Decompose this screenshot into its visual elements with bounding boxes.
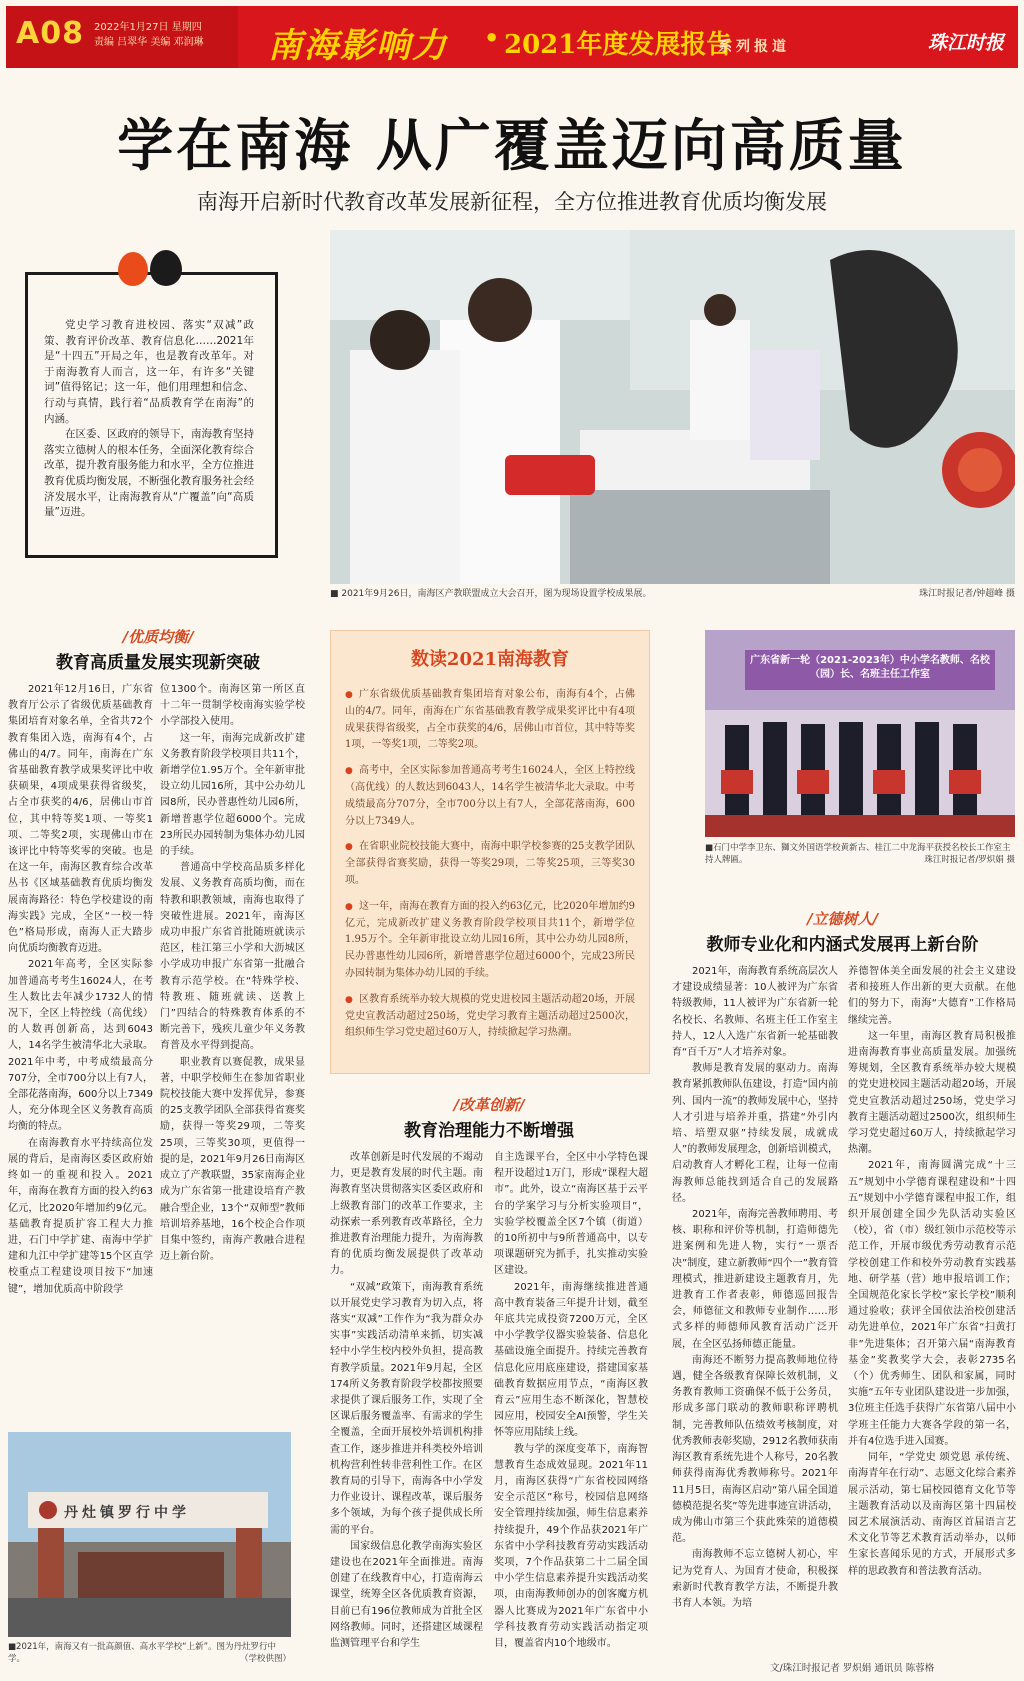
article-paragraph: 这一年，南海完成新改扩建义务教育阶段学校项目共11个，新增学位1.95万个。全年新审批设立幼儿园16所，其中公办幼儿园8所，民办普惠性幼儿园6所，新增普惠学位超6000个。完成23所民办园转制为集体办幼儿园的手续。	[160, 732, 305, 858]
ink-blob-black-icon	[150, 250, 182, 286]
article-paragraph: 国家级信息化教学南海实验区建设也在2021年全面推进。南海创建了在线教育中心，打造南海云课堂，统筹全区各优质教育资源，目前已有196位教师成为首批全区网络教师。同时，还搭建区域课程监测管理平台和学生	[330, 1540, 483, 1650]
photo-credit: 珠江时报记者/罗炽娟 摄	[924, 855, 1015, 865]
header-series-label: 系列报道	[718, 39, 790, 55]
article-paragraph: 自主选课平台，全区中小学特色课程开设超过1万门，形成“课程大超市”。此外，设立“南海区基于云平台的学案学习与分析实验项目”，实验学校覆盖全区7个镇（街道）的10所初中与9所普通高中，以专项课题研究为抓手，扎实推动实验区建设。	[494, 1152, 648, 1277]
section-title: 教育高质量发展实现新突破	[56, 653, 260, 673]
main-photo-illustration	[330, 230, 1015, 584]
caption-text: ■ 2021年9月26日，南海区产教联盟成立大会召开，图为现场设置学校成果展。	[330, 589, 652, 599]
article-paragraph: 教与学的深度变革下，南海智慧教育生态成效显现。2021年11月，南海区获得“广东省校园网络安全示范区”称号，校园信息网络安全管理持续加强，师生信息素养持续提升，49个作品获2021年广东省中小学科技教育劳动实践活动奖项，7个作品获第二十二届全国中小学生信息素养提升实践活动奖项，由南海教师创办的创客魔方机器人比赛成为2021年广东省中小学科技教育劳动实践活动指定项目，覆盖省内10个地级市。	[494, 1443, 648, 1650]
article-paragraph: 改革创新是时代发展的不竭动力，更是教育发展的时代主题。南海教育坚决贯彻落实区委区政府和上级教育部门的改革工作要求，主动探索一系列教育改革路径，全力推进教育治理能力提升，为南海教育的优质均衡发展提供了改革动力。	[330, 1152, 483, 1277]
data-box-list	[345, 687, 635, 1051]
photo-banner-text: 广东省新一轮（2021-2023年）中小学名教师、名校（园）长、名班主任工作室	[750, 655, 990, 680]
newspaper-logo: 珠江时报	[928, 32, 1005, 54]
article-column	[8, 682, 153, 1298]
caption-text: ■2021年，南海又有一批高颜值、高水平学校“上新”。图为丹灶罗行中学。	[8, 1642, 276, 1664]
article-paragraph: 养德智体美全面发展的社会主义建设者和接班人作出新的更大贡献。在他们的努力下，南海“大德育”工作格局继续完善。	[848, 966, 1016, 1026]
data-item: ● 高考中，全区实际参加普通高考考生16024人，全区上特控线（高优线）的人数达到6043人，14名学生被清华北大录取。中考成绩最高分707分，全市700分以上有7人，全部花落南海，600分以上7349人。	[345, 763, 635, 830]
article-column	[160, 682, 305, 1265]
data-item: ● 广东省级优质基础教育集团培育对象公布，南海有4个，占佛山的4/7。同年，南海在广东省基础教育教学成果奖评比中有4项成果获得省级奖，占全市获奖的4/6，居佛山市首位，其中特等奖1项，一等奖1项，二等奖2项。	[345, 687, 635, 754]
data-box-title: 数读2021南海教育	[410, 649, 570, 670]
article-column	[672, 964, 838, 1612]
caption-text: ■石门中学李卫东、獅文外国语学校黄新古、桂江二中龙海平获授名校长工作室主持人牌匾。	[705, 843, 1011, 865]
article-paragraph: 2021年，南海完善教师聘用、考核、职称和评价等机制，打造师德先进案例和先进人物，实行“一票否决”制度，建立新教师“四个一”教育管理模式，推进新建设主题教育月，先进教育工作者表彰，师德巡回报告会，师德征文和教师专业制作……形式多样的师德师风教育活动广泛开展，在全区弘扬师德正能量。	[672, 1209, 838, 1350]
ink-blob-orange-icon	[118, 252, 148, 286]
data-box	[330, 630, 650, 1074]
award-photo	[705, 630, 1015, 837]
editor-credits: 责编 吕翠华 美编 邓润琳	[94, 37, 204, 48]
article-column	[494, 1150, 648, 1652]
school-photo-caption	[8, 1641, 291, 1665]
page-subheadline: 南海开启新时代教育改革发展新征程，全方位推进教育优质均衡发展	[197, 190, 827, 214]
header-separator: •	[484, 24, 500, 52]
header-brand: 南海影响力	[268, 26, 448, 66]
article-paragraph: 普通高中学校高品质多样化发展、义务教育高质均衡，而在特教和职教领域，南海也取得了突破性进展。2021年，南海区成功申报广东省首批随班就读示范区，桂江第三小学和大沥城区小学成功申报广东省第一批融合教育示范学校。在“特殊学校、特教班、随班就读、送教上门”四结合的特殊教育体系的不断完善下，残疾儿童少年义务教育普及水平得到提高。	[160, 862, 305, 1052]
page-number: A08	[16, 16, 84, 51]
header-band	[6, 6, 1018, 68]
data-item: ● 在省职业院校技能大赛中，南海中职学校参赛的25支教学团队全部获得省赛奖励，获得一等奖29项，二等奖25项，三等奖30项。	[345, 839, 635, 889]
section-title: 教师专业化和内涵式发展再上新台阶	[706, 935, 979, 955]
article-paragraph: “双减”政策下，南海教育系统以开展党史学习教育为切入点，将落实“双减”工作作为“我为群众办实事”实践活动清单来抓，切实减轻中小学生校内校外负担，提高教育教学质量。2021年9月起，全区174所义务教育阶段学校都按照要求提供了课后服务工作，实现了全区课后服务覆盖率、有需求的学生全覆盖，全面开展校外培训机构排查工作，逐步推进并科类校外培训机构营利性转非营利性工作。在区教育局的引导下，南海各中小学发力作业设计、课程改革，课后服务多个领域，为每个孩子提供成长所需的平台。	[330, 1281, 483, 1536]
school-sign-text: 丹灶镇罗行中学	[64, 1505, 190, 1521]
main-photo-caption	[330, 586, 1015, 599]
page-headline: 学在南海 从广覆盖迈向高质量	[117, 113, 907, 179]
article-paragraph: 教师是教育发展的驱动力。南海教育紧抓教师队伍建设，打造“国内前列、国内一流”的教师发展中心，坚持人才引进与培养并重，搭建“外引内培、培塑双驱”持续发展，成就成人”的教师发展理念，创新培训模式，启动教育人才孵化工程，让每一位南海教师总能找到适合自己的发展路径。	[672, 1063, 838, 1204]
section-title: 教育治理能力不断增强	[404, 1121, 574, 1141]
award-photo-caption	[705, 842, 1015, 866]
article-paragraph: 2021年，南海圆满完成“十三五”规划中小学德育课程建设和“十四五”规划中小学德育课程申报工作，组织开展创建全国少先队活动实验区（校），省（市）级红领巾示范校等示范工作，开展市级优秀劳动教育示范学校创建工作和校外劳动教育实践基地、研学基（营）地申报培训工作；全国规范化家长学校“家长学校”顺利通过验收；获评全国依法治校创建活动先进单位，2021年广东省“扫黄打非”先进集体；召开第六届“南海教育基金”奖教奖学大会，表彰2735名（个）优秀师生、团队和家属，同时实施“五年专业团队建设进一步加强，3位班主任选手获得广东省第八届中小学班主任能力大赛各学段的第一名，并有4位选手进入国赛。	[848, 1160, 1016, 1447]
article-paragraph: 在南海教育水平持续高位发展的背后，是南海区委区政府始终如一的重视和投入。2021年，南海在教育方面的投入约63亿元，比2020年增加约9亿元。基础教育提质扩容工程大力推进，石门中学扩建、南海中学扩建和九江中学扩建等15个区直学校重点工程建设项目按下“加速键”，增加优质高中阶段学	[8, 1137, 153, 1295]
article-column	[848, 964, 1016, 1580]
data-item: ● 区教育系统举办较大规模的党史进校园主题活动超20场，开展党史宣教活动超过250场，党史学习教育主题活动超过2500次，组织师生学习党史超过60万人，持续掀起学习热潮。	[345, 992, 635, 1042]
article-paragraph: 2021年12月16日，广东省教育厅公示了省级优质基础教育集团培育对象名单，全省共72个教育集团入选，南海有4个，占佛山的4/7。同年，南海在广东省基础教育教学成果奖评比中收获硕果，4项成果获得省级奖，占全市获奖的4/6，居佛山市首位，其中特等奖1项、一等奖1项、二等奖2项，实现佛山市在该评比中特等奖零的突破。也是在这一年，南海区教育综合改革丛书《区域基础教育优质均衡发展南海路径：特色学校建设的南海实践》完成，全区“一校一特色”格局形成，南海人正大踏步向优质均衡教育迈进。	[8, 684, 153, 955]
school-photo	[8, 1432, 291, 1637]
article-paragraph: 南海还不断努力提高教师地位待遇，健全各级教育保障长效机制，义务教育教师工资确保不低于公务员，形成多部门联动的教师职称评聘机制，完善教师队伍绩效考核制度，对优秀教师表彰奖励，2912名教师获南海区教育系统先进个人称号，20名教师获得南海优秀教师称号。2021年11月5日，南海区启动“第八届全国道德模范提名奖”等先进事迹宣讲活动，成为佛山市第三个获此殊荣的道德模范。	[672, 1354, 838, 1545]
school-photo-illustration	[8, 1432, 291, 1637]
intro-text	[44, 318, 254, 521]
article-paragraph: 位1300个。南海区第一所区直十二年一贯制学校南海实验学校小学部投入使用。	[160, 684, 305, 728]
intro-paragraph: 在区委、区政府的领导下，南海教育坚持落实立德树人的根本任务，全面深化教育综合改革，提升教育服务能力和水平，全方位推进教育优质均衡发展，不断强化教育服务社会经济发展水平，让南海教育从“广覆盖”向“高质量”迈进。	[44, 428, 254, 519]
header-report-title: 2021年度发展报告	[504, 30, 733, 60]
article-paragraph: 南海教师不忘立德树人初心，牢记为党育人、为国育才使命，积极探索新时代教育教学方法，不断提升教书育人本领。为培	[672, 1549, 838, 1609]
photo-credit: 珠江时报记者/钟超峰 摄	[919, 589, 1015, 599]
intro-paragraph: 党史学习教育进校园、落实“双减”政策、教育评价改革、教育信息化……2021年是“十四五”开局之年，也是教育改革年。对于南海教育人而言，这一年，有许多“关键词”值得铭记；这一年，他们用理想和信念、行动与真情，践行着“品质教育学在南海”的内涵。	[44, 319, 254, 425]
article-paragraph: 这一年里，南海区教育局积极推进南海教育事业高质量发展。加强统筹规划，全区教育系统举办较大规模的党史进校园主题活动超20场，开展党史宣教活动超过250场，党史学习教育主题活动超过2500次，组织师生学习党史超过60万人，持续掀起学习热潮。	[848, 1030, 1016, 1156]
article-paragraph: 职业教育以赛促教，成果显著，中职学校师生在参加省职业院校技能大赛中发挥优异，参赛的25支教学团队全部获得省赛奖励，获得一等奖29项，二等奖25项，三等奖30项，更值得一提的是，2021年9月26日南海区成立了产教联盟，35家南海企业成为广东省第一批建设培育产教融合型企业，13个“双师型”教师培训培养基地，16个校企合作项目集中签约，南海产教融合进程迈上新台阶。	[160, 1056, 305, 1263]
article-paragraph: 同年，“学党史 颂党恩 承传统、南海青年在行动”、志愿文化综合素养展示活动，第七届校园德育文化节等主题教育活动以及南海区第十四届校园艺术展演活动、南海区首届语言艺术文化节等艺术教育活动举办，以师生家长喜闻乐见的方式，开展形式多样的思政教育和普法教育活动。	[848, 1452, 1016, 1577]
issue-date: 2022年1月27日 星期四	[94, 22, 202, 33]
header-meta	[94, 20, 204, 50]
data-item: ● 这一年，南海在教育方面的投入约63亿元，比2020年增加约9亿元，完成新改扩建义务教育阶段学校项目共11个，新增学位1.95万个。全年新审批设立幼儿园16所，其中公办幼儿园8所，民办普惠性幼儿园6所，新增普惠学位超过6000个，完成23所民办园转制为集体办幼儿园的手续。	[345, 899, 635, 983]
article-paragraph: 2021年高考，全区实际参加普通高考考生16024人，在考生人数比去年减少1732人的情况下，全区上特控线（高优线）的人数再创新高，达到6043人，14名学生被清华北大录取。2021年中考，中考成绩最高分707分，全市700分以上有7人，全部花落南海，600分以上7349人，充分体现全区义务教育高质均衡的特点。	[8, 959, 153, 1133]
article-paragraph: 2021年，南海教育系统高层次人才建设成绩显著：10人被评为广东省特级教师，11人被评为广东省新一轮名校长、名教师、名班主任工作室主持人，12人入选广东省新一轮基础教育“百千万”人才培养对象。	[672, 966, 838, 1059]
section-tag: /优质均衡/	[122, 628, 194, 646]
section-tag: /改革创新/	[453, 1096, 525, 1114]
article-byline: 文/珠江时报记者 罗炽娟 通讯员 陈蓉格	[770, 1663, 935, 1674]
main-photo	[330, 230, 1015, 584]
article-paragraph: 2021年，南海继续推进普通高中教育装备三年提升计划，截至年底共完成投资7200万元，全区中小学教学仪器实验装备、信息化基础设施全面提升。持续完善教育信息化应用底座建设，搭建国家基础教育数据应用节点，“南海区教育云”应用生态不断深化，智慧校园应用，校园安全AI预警，学生关怀等应用陆续上线。	[494, 1281, 648, 1439]
article-column	[330, 1150, 483, 1652]
photo-credit: （学校供图）	[239, 1654, 291, 1664]
section-tag: /立德树人/	[807, 910, 878, 928]
